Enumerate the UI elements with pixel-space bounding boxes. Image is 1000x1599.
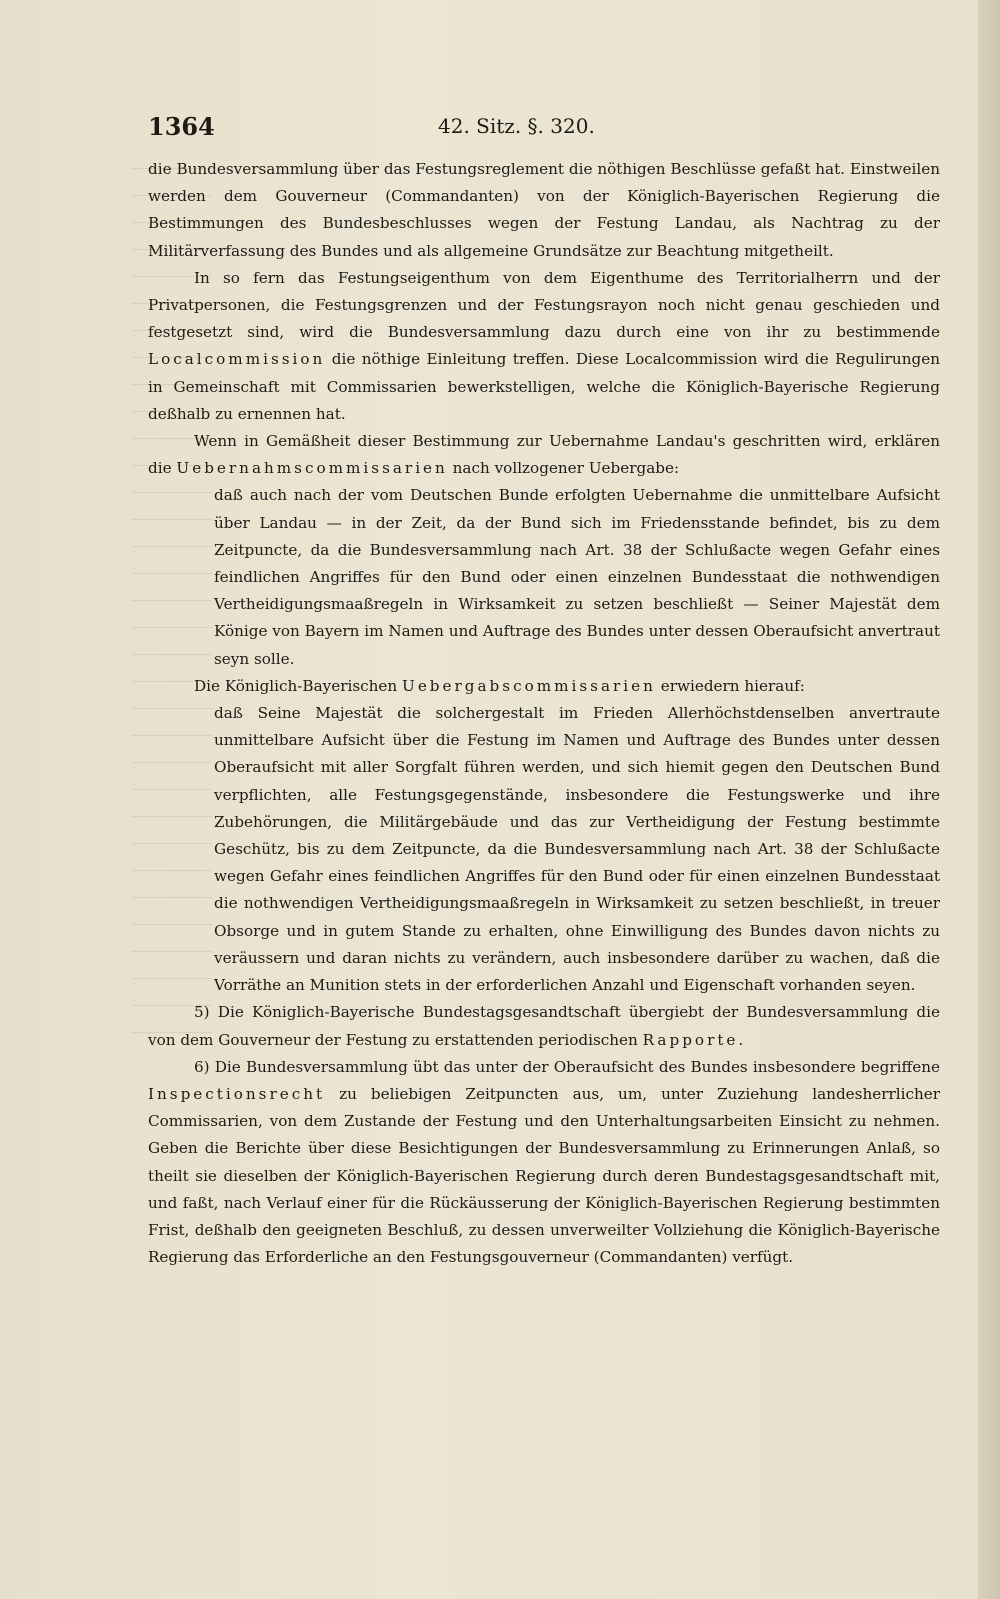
paragraph-uebergabscommissarien: Die Königlich-Bayerischen Uebergabscommissarien erwiedern hierauf: [194, 676, 805, 695]
paragraph-item-5: 5) Die Königlich-Bayerische Bundestagsgesandtschaft übergiebt der Bundesversammlung die von dem Gouverneur der Festung zu erstattenden periodischen Rapporte. [148, 1003, 940, 1049]
spaced-term: Uebergabscommissarien [402, 676, 656, 695]
page-edge-shadow [978, 0, 1000, 1599]
paragraph-item-6: 6) Die Bundesversammlung übt das unter der Oberaufsicht des Bundes insbesondere begriffene Inspectionsrecht zu beliebigen Zeitpuncten aus, um, unter Zuziehung landesherrlicher Commissarien, von dem Zustande der Festung und den Unterhaltungsarbeiten Einsicht zu nehmen. Geben die Berichte über diese Besichtigungen der Bundesversammlung zu Erinnerungen Anlaß, so theilt sie dieselben der Königlich-Bayerischen Regierung durch deren Bundestagsgesandtschaft mit, und faßt, nach Verlauf einer für die Rückäusserung der Königlich-Bayerischen Regierung bestimmten Frist, deßhalb den geeigneten Beschluß, zu dessen unverweilter Vollziehung die Königlich-Bayerische Regierung das Erforderliche an den Festungsgouverneur (Commandanten) verfügt. [148, 1057, 940, 1267]
paragraph-uebernahme: Wenn in Gemäßheit dieser Bestimmung zur Uebernahme Landau's geschritten wird, erklären die Uebernahmscommissarien nach vollzogener Uebergabe: [148, 432, 940, 478]
body-text [148, 156, 940, 1271]
spaced-term: Localcommission [148, 350, 326, 369]
page-number: 1364 [148, 112, 215, 141]
paragraph-continuation: die Bundesversammlung über das Festungsreglement die nöthigen Beschlüsse gefaßt hat. Einstweilen werden dem Gouverneur (Commandanten) von der Königlich-Bayerischen Regierung die Bestimmungen des Bundesbeschlusses wegen der Festung Landau, als Nachtrag zu der Militärverfassung des Bundes und als allgemeine Grundsätze zur Beachtung mitgetheilt. [148, 160, 940, 260]
spaced-term: Inspectionsrecht [148, 1084, 326, 1103]
quoted-declaration-1: daß auch nach der vom Deutschen Bunde erfolgten Uebernahme die unmittelbare Aufsicht über Landau — in der Zeit, da der Bund sich im Friedensstande befindet, bis zu dem Zeitpuncte, da die Bundesversammlung nach Art. 38 der Schlußacte wegen Gefahr eines feindlichen Angriffes für den Bund oder einen einzelnen Bundesstaat die nothwendigen Vertheidigungsmaaßregeln in Wirksamkeit zu setzen beschließt — Seiner Majestät dem Könige von Bayern im Namen und Auftrage des Bundes unter dessen Oberaufsicht anvertraut seyn solle. [214, 486, 940, 668]
running-head: 42. Sitz. §. 320. [438, 114, 595, 138]
page-header [148, 112, 948, 148]
spaced-term: Uebernahmscommissarien [176, 459, 448, 478]
spaced-term: Rapporte [642, 1030, 739, 1049]
quoted-declaration-2: daß Seine Majestät die solchergestalt im Frieden Allerhöchstdenselben anvertraute unmittelbare Aufsicht über die Festung im Namen und Auftrage des Bundes unter dessen Oberaufsicht mit aller Sorgfalt führen werden, und sich hiemit gegen den Deutschen Bund verpflichten, alle Festungsgegenstände, insbesondere die Festungswerke und ihre Zubehörungen, die Militärgebäude und das zur Vertheidigung der Festung bestimmte Geschütz, bis zu dem Zeitpuncte, da die Bundesversammlung nach Art. 38 der Schlußacte wegen Gefahr eines feindlichen Angriffes für den Bund oder für einen einzelnen Bundesstaat die nothwendigen Vertheidigungsmaaßregeln in Wirksamkeit zu setzen beschließt, in treuer Obsorge und in gutem Stande zu erhalten, ohne Einwilligung des Bundes davon nichts zu veräussern und daran nichts zu verändern, auch insbesondere darüber zu wachen, daß die Vorräthe an Munition stets in der erforderlichen Anzahl und Eigenschaft vorhanden seyen. [214, 704, 940, 995]
paragraph-localcommission: In so fern das Festungseigenthum von dem Eigenthume des Territorialherrn und der Privatpersonen, die Festungsgrenzen und der Festungsrayon noch nicht genau geschieden und festgesetzt sind, wird die Bundesversammlung dazu durch eine von ihr zu bestimmende Localcommission die nöthige Einleitung treffen. Diese Localcommission wird die Regulirungen in Gemeinschaft mit Commissarien bewerkstelligen, welche die Königlich-Bayerische Regierung deßhalb zu ernennen hat. [148, 268, 940, 423]
